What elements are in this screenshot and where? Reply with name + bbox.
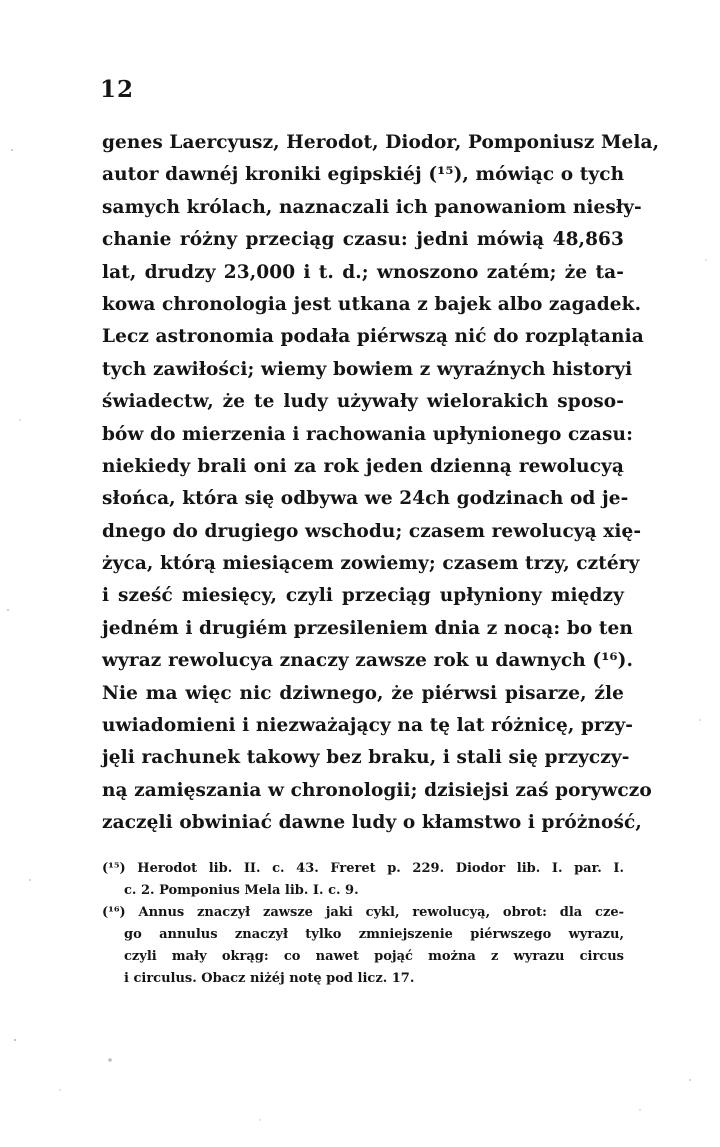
text-line: tych zawiłości; wiemy bowiem z wyraźnych historyi — [102, 358, 633, 380]
footnote-line: (¹⁵) Herodot lib. II. c. 43. Freret p. 229. Diodor lib. I. par. I. — [102, 861, 624, 876]
text-line: życa, którą miesiącem zowiemy; czasem trzy, cztéry — [102, 553, 640, 575]
footnote-line: czyli mały okrąg: co nawet pojąć można z wyrazu circus — [124, 949, 624, 964]
text-line: ną zamięszania w chronologii; dzisiejsi zaś porywczo — [102, 779, 652, 801]
footnote-line: (¹⁶) Annus znaczył zawsze jaki cykl, rewolucyą, obrot: dla cze- — [102, 905, 624, 920]
text-line: lat, drudzy 23,000 i t. d.; wnoszono zatém; że ta- — [102, 261, 624, 283]
text-line: dnego do drugiego wschodu; czasem rewolucyą xię- — [102, 520, 642, 542]
text-line: słońca, która się odbywa we 24ch godzinach od je- — [102, 488, 629, 510]
text-line: jęli rachunek takowy bez braku, i stali się przyczy- — [102, 747, 630, 769]
text-line: niekiedy brali oni za rok jeden dzienną rewolucyą — [102, 455, 624, 477]
text-line: świadectw, że te ludy używały wielorakich sposo- — [102, 391, 624, 413]
text-line: zaczęli obwiniać dawne ludy o kłamstwo i próżność, — [102, 812, 642, 834]
text-line: genes Laercyusz, Herodot, Diodor, Pomponiusz Mela, — [102, 132, 660, 153]
footnotes — [102, 858, 624, 990]
text-line: Nie ma więc nic dziwnego, że piérwsi pisarze, źle — [102, 682, 624, 704]
text-line: uwiadomieni i niezważający na tę lat różnicę, przy- — [102, 715, 634, 737]
text-line: jedném i drugiém przesileniem dnia z nocą: bo ten — [102, 617, 633, 639]
footnote-line: i circulus. Obacz niżéj notę pod licz. 17. — [124, 971, 415, 986]
page-number: 12 — [100, 76, 135, 103]
main-text — [102, 127, 660, 840]
text-line: i sześć miesięcy, czyli przeciąg upłyniony między — [102, 585, 624, 607]
text-line: samych królach, naznaczali ich panowaniom niesły- — [102, 196, 642, 218]
footnote-line: c. 2. Pomponius Mela lib. I. c. 9. — [124, 883, 359, 898]
text-line: autor dawnéj kroniki egipskiéj (¹⁵), mówiąc o tych — [102, 164, 625, 186]
text-line: wyraz rewolucya znaczy zawsze rok u dawnych (¹⁶). — [102, 650, 634, 672]
text-line: bów do mierzenia i rachowania upłynionego czasu: — [102, 423, 633, 445]
text-line: kowa chronologia jest utkana z bajek albo zagadek. — [102, 293, 642, 315]
footnote-line: go annulus znaczył tylko zmniejszenie piérwszego wyrazu, — [124, 927, 624, 942]
text-line: chanie różny przeciąg czasu: jedni mówią 48,863 — [102, 229, 624, 251]
text-line: Lecz astronomia podała piérwszą nić do rozplątania — [102, 326, 644, 348]
